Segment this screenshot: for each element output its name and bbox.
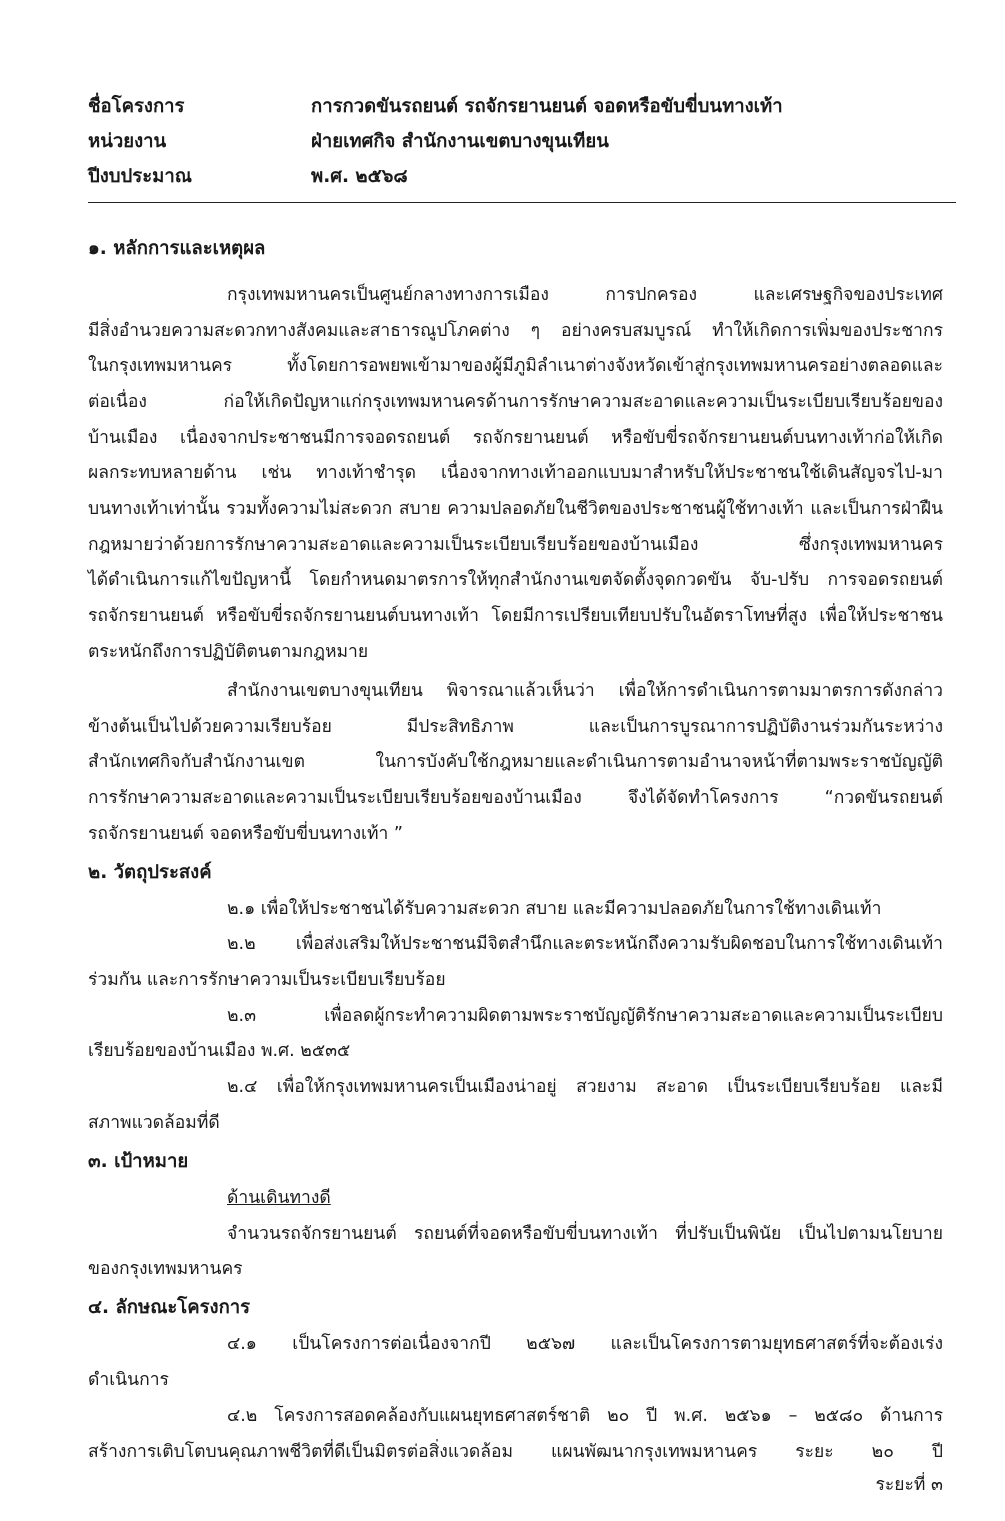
agency-value: ฝ่ายเทศกิจ สำนักงานเขตบางขุนเทียน (311, 131, 609, 152)
s1-p1-line: ผลกระทบหลายด้าน เช่น ทางเท้าชำรุด เนื่องจากทางเท้าออกแบบมาสำหรับให้ประชาชนใช้เดินสัญจรไป-มา (88, 463, 943, 483)
s1-p1-line: ในกรุงเทพมหานคร ทั้งโดยการอพยพเข้ามาของผู้มีภูมิลำเนาต่างจังหวัดเข้าสู่กรุงเทพมหานครอย่างตลอดและ (88, 356, 943, 376)
s1-p2-line: ข้างต้นเป็นไปด้วยความเรียบร้อย มีประสิทธิภาพ และเป็นการบูรณาการปฏิบัติงานร่วมกันระหว่าง (88, 717, 943, 737)
section-3-title: ๓. เป้าหมาย (88, 1151, 189, 1172)
s1-p1-line: บ้านเมือง เนื่องจากประชาชนมีการจอดรถยนต์ รถจักรยานยนต์ หรือขับขี่รถจักรยานยนต์บนทางเท้าก่อให้เกิด (88, 428, 943, 448)
s1-p1-line: ต่อเนื่อง ก่อให้เกิดปัญหาแก่กรุงเทพมหานครด้านการรักษาความสะอาดและความเป็นระเบียบเรียบร้อยของ (88, 392, 943, 412)
s2-item-3-cont: เรียบร้อยของบ้านเมือง พ.ศ. ๒๕๓๕ (88, 1041, 351, 1061)
budget-label: ปีงบประมาณ (88, 166, 192, 187)
project-value: การกวดขันรถยนต์ รถจักรยานยนต์ จอดหรือขับขี่บนทางเท้า (311, 96, 783, 117)
s2-item-4: ๒.๔ เพื่อให้กรุงเทพมหานครเป็นเมืองน่าอยู่ สวยงาม สะอาด เป็นระเบียบเรียบร้อย และมี (227, 1077, 943, 1097)
agency-label: หน่วยงาน (88, 131, 167, 152)
s3-subheading: ด้านเดินทางดี (227, 1188, 331, 1208)
s2-item-2: ๒.๒ เพื่อส่งเสริมให้ประชาชนมีจิตสำนึกและตระหนักถึงความรับผิดชอบในการใช้ทางเดินเท้า (227, 934, 943, 954)
header-divider (88, 202, 956, 203)
s2-item-1: ๒.๑ เพื่อให้ประชาชนได้รับความสะดวก สบาย และมีความปลอดภัยในการใช้ทางเดินเท้า (227, 899, 882, 919)
section-2-title: ๒. วัตถุประสงค์ (88, 862, 212, 883)
s1-p1-line: กฎหมายว่าด้วยการรักษาความสะอาดและความเป็นระเบียบเรียบร้อยของบ้านเมือง ซึ่งกรุงเทพมหานคร (88, 535, 943, 555)
s4-item-1-cont: ดำเนินการ (88, 1370, 169, 1390)
s2-item-4-cont: สภาพแวดล้อมที่ดี (88, 1113, 220, 1133)
s1-p2-line: สำนักงานเขตบางขุนเทียน พิจารณาแล้วเห็นว่า เพื่อให้การดำเนินการตามมาตรการดังกล่าว (227, 681, 943, 701)
s3-target-line: จำนวนรถจักรยานยนต์ รถยนต์ที่จอดหรือขับขี่บนทางเท้า ที่ปรับเป็นพินัย เป็นไปตามนโยบาย (227, 1224, 943, 1244)
s1-p2-line: สำนักเทศกิจกับสำนักงานเขต ในการบังคับใช้กฎหมายและดำเนินการตามอำนาจหน้าที่ตามพระราชบัญญัติ (88, 752, 943, 772)
project-label: ชื่อโครงการ (88, 96, 185, 117)
s4-item-1: ๔.๑ เป็นโครงการต่อเนื่องจากปี ๒๕๖๗ และเป็นโครงการตามยุทธศาสตร์ที่จะต้องเร่ง (227, 1334, 943, 1354)
s1-p1-line: กรุงเทพมหานครเป็นศูนย์กลางทางการเมือง การปกครอง และเศรษฐกิจของประเทศ (227, 285, 943, 305)
s3-target-line-cont: ของกรุงเทพมหานคร (88, 1259, 243, 1279)
s1-p1-line: มีสิ่งอำนวยความสะดวกทางสังคมและสาธารณูปโภคต่าง ๆ อย่างครบสมบูรณ์ ทำให้เกิดการเพิ่มของประชากร (88, 321, 943, 341)
s1-p2-line: การรักษาความสะอาดและความเป็นระเบียบเรียบร้อยของบ้านเมือง จึงได้จัดทำโครงการ “กวดขันรถยนต์ (88, 788, 943, 808)
s2-item-3: ๒.๓ เพื่อลดผู้กระทำความผิดตามพระราชบัญญัติรักษาความสะอาดและความเป็นระเบียบ (227, 1006, 943, 1026)
page-continuation-label: ระยะที่ ๓ (875, 1475, 943, 1495)
s4-item-2: ๔.๒ โครงการสอดคล้องกับแผนยุทธศาสตร์ชาติ ๒๐ ปี พ.ศ. ๒๕๖๑ – ๒๕๘๐ ด้านการ (227, 1406, 943, 1426)
s1-p2-line: รถจักรยานยนต์ จอดหรือขับขี่บนทางเท้า ” (88, 824, 403, 844)
s1-p1-line: บนทางเท้าเท่านั้น รวมทั้งความไม่สะดวก สบาย ความปลอดภัยในชีวิตของประชาชนผู้ใช้ทางเท้า และเป็นการฝ่าฝืน (88, 499, 943, 519)
section-4-title: ๔. ลักษณะโครงการ (88, 1297, 251, 1318)
s4-item-2-cont: สร้างการเติบโตบนคุณภาพชีวิตที่ดีเป็นมิตรต่อสิ่งแวดล้อม แผนพัฒนากรุงเทพมหานคร ระยะ ๒๐ ปี (88, 1442, 943, 1462)
s1-p1-line: ตระหนักถึงการปฏิบัติตนตามกฎหมาย (88, 642, 369, 662)
section-1-title: ๑. หลักการและเหตุผล (88, 238, 266, 259)
s1-p1-line: รถจักรยานยนต์ หรือขับขี่รถจักรยานยนต์บนทางเท้า โดยมีการเปรียบเทียบปรับในอัตราโทษที่สูง เพื่อให้ประชาชน (88, 606, 943, 626)
s1-p1-line: ได้ดำเนินการแก้ไขปัญหานี้ โดยกำหนดมาตรการให้ทุกสำนักงานเขตจัดตั้งจุดกวดขัน จับ-ปรับ การจอดรถยนต์ (88, 570, 943, 590)
budget-value: พ.ศ. ๒๕๖๘ (311, 166, 408, 187)
s2-item-2-cont: ร่วมกัน และการรักษาความเป็นระเบียบเรียบร้อย (88, 970, 446, 990)
